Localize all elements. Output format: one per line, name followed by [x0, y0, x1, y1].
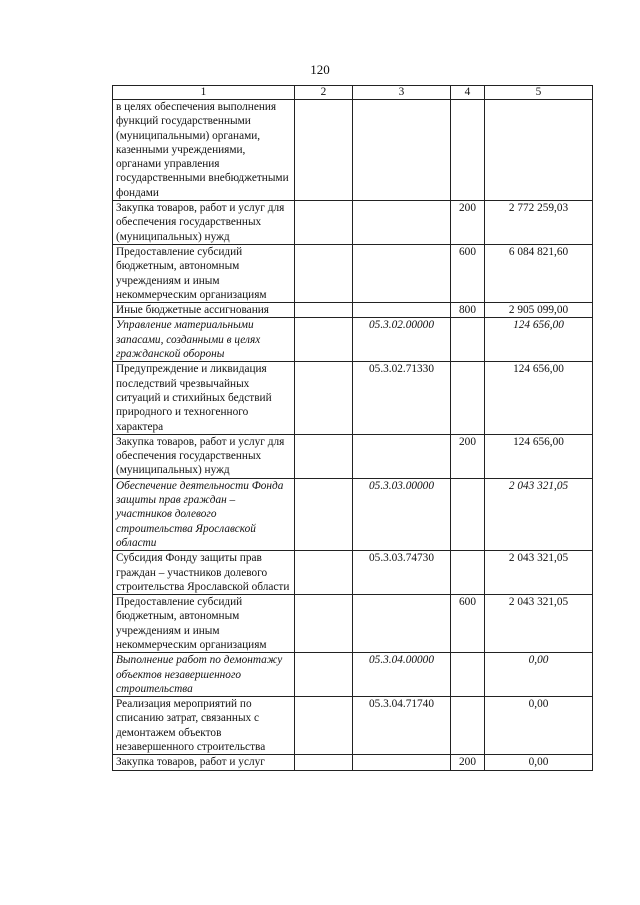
budget-table [112, 85, 593, 771]
row-amount-cell: 124 656,00 [485, 434, 593, 478]
row-expense-type-cell: 200 [451, 434, 485, 478]
row-col2-cell [295, 244, 353, 302]
row-amount-cell: 0,00 [485, 755, 593, 770]
row-amount-cell: 0,00 [485, 697, 593, 755]
row-name-cell: в целях обеспечения выполнения функций государственными (муниципальными) органами, казенными учреждениями, органами управления государственными внебюджетными фондами [113, 100, 295, 201]
row-name-cell: Управление материальными запасами, созданными в целях гражданской обороны [113, 318, 295, 362]
row-name-cell: Выполнение работ по демонтажу объектов незавершенного строительства [113, 653, 295, 697]
row-col2-cell [295, 551, 353, 595]
row-expense-type-cell [451, 653, 485, 697]
row-expense-type-cell [451, 100, 485, 201]
table-row [113, 201, 593, 245]
row-name-cell: Реализация мероприятий по списанию затрат, связанных с демонтажем объектов незавершенного строительства [113, 697, 295, 755]
row-expense-type-cell: 800 [451, 303, 485, 318]
header-row [113, 86, 593, 100]
row-name-cell: Обеспечение деятельности Фонда защиты прав граждан – участников долевого строительства Ярославской области [113, 478, 295, 550]
row-name-cell: Закупка товаров, работ и услуг [113, 755, 295, 770]
row-code-cell: 05.3.03.00000 [353, 478, 451, 550]
row-col2-cell [295, 653, 353, 697]
row-expense-type-cell: 600 [451, 244, 485, 302]
row-expense-type-cell: 200 [451, 755, 485, 770]
row-amount-cell: 2 043 321,05 [485, 551, 593, 595]
row-amount-cell: 2 043 321,05 [485, 478, 593, 550]
row-col2-cell [295, 755, 353, 770]
table-row [113, 755, 593, 770]
row-col2-cell [295, 303, 353, 318]
row-expense-type-cell [451, 478, 485, 550]
table-row [113, 653, 593, 697]
row-amount-cell: 2 772 259,03 [485, 201, 593, 245]
row-code-cell [353, 303, 451, 318]
table-row [113, 697, 593, 755]
row-col2-cell [295, 362, 353, 434]
row-code-cell [353, 244, 451, 302]
row-name-cell: Субсидия Фонду защиты прав граждан – участников долевого строительства Ярославской области [113, 551, 295, 595]
row-col2-cell [295, 478, 353, 550]
row-expense-type-cell [451, 362, 485, 434]
table-row [113, 362, 593, 434]
row-name-cell: Иные бюджетные ассигнования [113, 303, 295, 318]
row-col2-cell [295, 697, 353, 755]
table-row [113, 595, 593, 653]
row-amount-cell: 124 656,00 [485, 318, 593, 362]
row-amount-cell: 2 905 099,00 [485, 303, 593, 318]
header-cell: 2 [295, 86, 353, 100]
row-expense-type-cell [451, 318, 485, 362]
row-code-cell: 05.3.04.00000 [353, 653, 451, 697]
row-expense-type-cell [451, 551, 485, 595]
header-cell: 4 [451, 86, 485, 100]
table-row [113, 551, 593, 595]
row-name-cell: Закупка товаров, работ и услуг для обеспечения государственных (муниципальных) нужд [113, 201, 295, 245]
row-col2-cell [295, 434, 353, 478]
table-row [113, 318, 593, 362]
table-row [113, 303, 593, 318]
row-amount-cell: 0,00 [485, 653, 593, 697]
page-number: 120 [310, 62, 330, 77]
row-col2-cell [295, 201, 353, 245]
row-name-cell: Предоставление субсидий бюджетным, автономным учреждениям и иным некоммерческим организациям [113, 595, 295, 653]
row-code-cell: 05.3.02.71330 [353, 362, 451, 434]
row-code-cell [353, 100, 451, 201]
row-code-cell [353, 434, 451, 478]
table-row [113, 434, 593, 478]
row-col2-cell [295, 100, 353, 201]
header-cell: 5 [485, 86, 593, 100]
row-name-cell: Закупка товаров, работ и услуг для обеспечения государственных (муниципальных) нужд [113, 434, 295, 478]
table-row [113, 100, 593, 201]
header-cell: 3 [353, 86, 451, 100]
row-name-cell: Предоставление субсидий бюджетным, автономным учреждениям и иным некоммерческим организациям [113, 244, 295, 302]
row-amount-cell: 2 043 321,05 [485, 595, 593, 653]
row-code-cell [353, 595, 451, 653]
row-expense-type-cell: 200 [451, 201, 485, 245]
row-expense-type-cell [451, 697, 485, 755]
row-amount-cell: 6 084 821,60 [485, 244, 593, 302]
table-row [113, 478, 593, 550]
row-code-cell: 05.3.03.74730 [353, 551, 451, 595]
row-amount-cell [485, 100, 593, 201]
row-code-cell: 05.3.02.00000 [353, 318, 451, 362]
table-row [113, 244, 593, 302]
row-col2-cell [295, 318, 353, 362]
row-name-cell: Предупреждение и ликвидация последствий чрезвычайных ситуаций и стихийных бедствий природного и техногенного характера [113, 362, 295, 434]
row-amount-cell: 124 656,00 [485, 362, 593, 434]
row-code-cell: 05.3.04.71740 [353, 697, 451, 755]
row-expense-type-cell: 600 [451, 595, 485, 653]
row-code-cell [353, 201, 451, 245]
row-col2-cell [295, 595, 353, 653]
row-code-cell [353, 755, 451, 770]
header-cell: 1 [113, 86, 295, 100]
